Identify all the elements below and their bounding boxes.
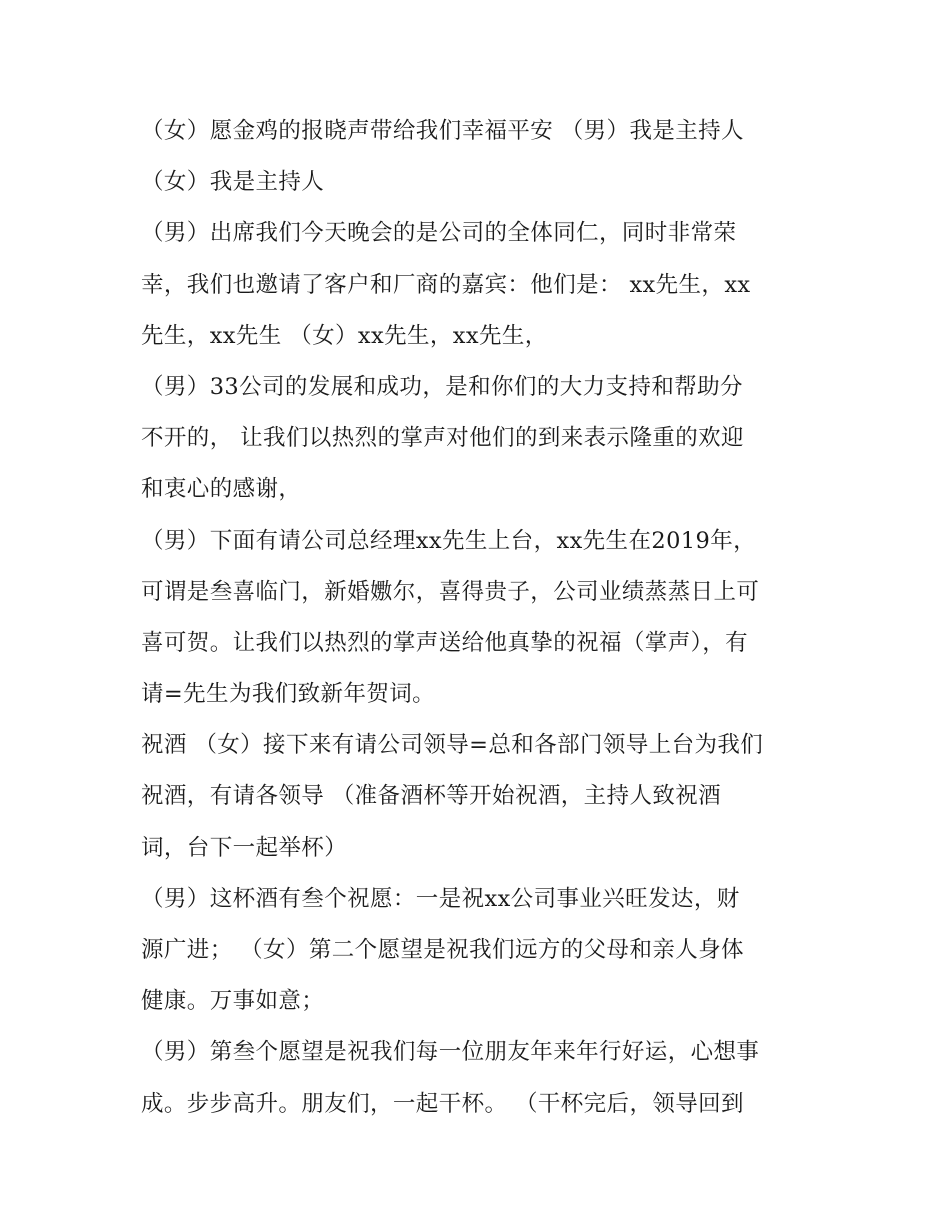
text-line: 和衷心的感谢，: [141, 476, 302, 503]
text-line: 幸，我们也邀请了客户和厂商的嘉宾：他们是： xx先生，xx: [141, 271, 751, 298]
text-line: （男）第叁个愿望是祝我们每一位朋友年来年行好运，心想事: [141, 1039, 760, 1066]
text-line: （男）下面有请公司总经理xx先生上台，xx先生在2019年，: [141, 527, 757, 554]
text-line: 健康。万事如意；: [141, 988, 325, 1015]
text-line: 词，台下一起举杯）: [141, 834, 348, 861]
text-line: 可谓是叁喜临门，新婚嫐尔，喜得贵子，公司业绩蒸蒸日上可: [141, 578, 760, 605]
text-line: （女）我是主持人: [141, 169, 325, 196]
text-line: 祝酒，有请各领导 （准备酒杯等开始祝酒，主持人致祝酒: [141, 783, 722, 810]
text-line: 不开的， 让我们以热烈的掌声对他们的到来表示隆重的欢迎: [141, 425, 744, 452]
document-body: [141, 106, 831, 1130]
text-line: （男）出席我们今天晚会的是公司的全体同仁，同时非常荣: [141, 220, 737, 247]
text-line: 请=先生为我们致新年贺词。: [141, 681, 436, 708]
text-line: （男）33公司的发展和成功，是和你们的大力支持和帮助分: [141, 373, 743, 400]
text-line: 祝酒 （女）接下来有请公司领导=总和各部门领导上台为我们: [141, 732, 764, 759]
text-line: 源广进； （女）第二个愿望是祝我们远方的父母和亲人身体: [141, 937, 744, 963]
text-line: 喜可贺。让我们以热烈的掌声送给他真挚的祝福（掌声），有: [141, 629, 749, 656]
text-line: 先生，xx先生 （女）xx先生，xx先生，: [141, 322, 548, 349]
text-line: 成。步步高升。朋友们，一起干杯。 （干杯完后，领导回到: [141, 1090, 744, 1117]
text-line: （女）愿金鸡的报晓声带给我们幸福平安 （男）我是主持人: [141, 118, 744, 144]
text-line: （男）这杯酒有叁个祝愿：一是祝xx公司事业兴旺发达，财: [141, 885, 740, 912]
